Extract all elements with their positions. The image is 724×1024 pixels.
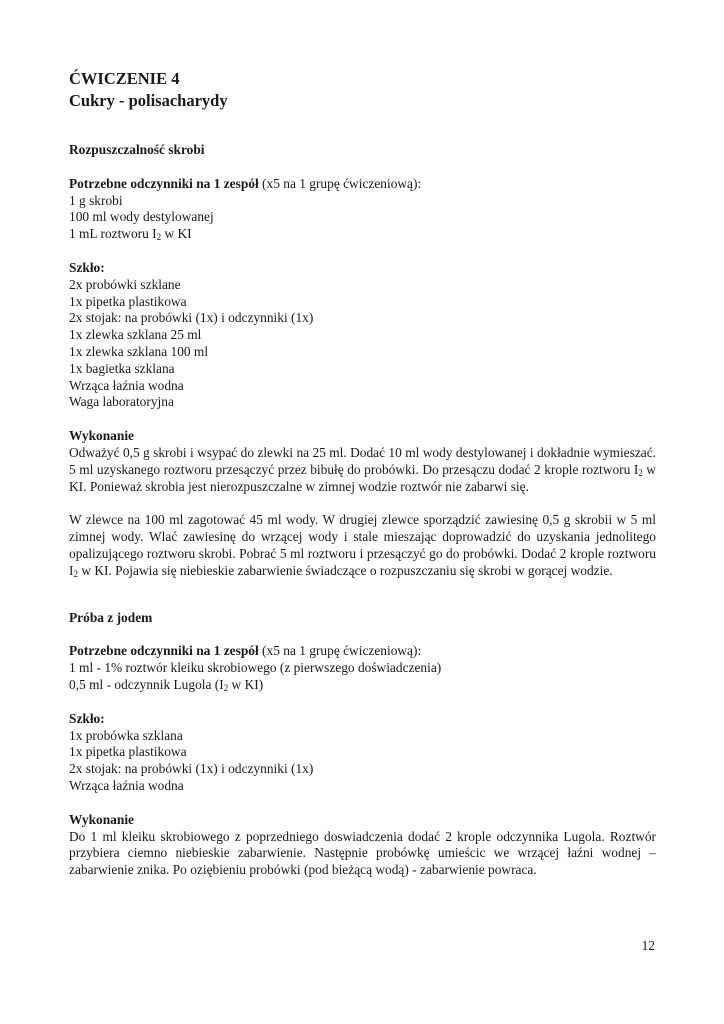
section-heading-solubility: Rozpuszczalność skrobi <box>69 142 205 157</box>
glass-label-2: Szkło: <box>69 710 105 726</box>
procedure-paragraph: W zlewce na 100 ml zagotować 45 ml wody. W drugiej zlewce sporządzić zawiesinę 0,5 g skrobii w 5 ml zimnej wody. Wlać zawiesinę do wrzącej wody i stale mieszając doprowadzić do uzyskania jednolitego opalizującego roztworu skrobi. Pobrać 5 ml roztworu i przesączyć go do probówki. Dodać 2 krople roztworu $I_2$ w KI. Pojawia się niebieskie zabarwienie świadczące o rozpuszczaniu się skrobi w gorącej wodzie. <box>69 512 656 579</box>
procedure-label-2: Wykonanie <box>69 811 134 827</box>
exercise-subtitle: Cukry - polisacharydy <box>69 91 228 110</box>
page-number: 12 <box>641 938 655 953</box>
reagent-item: 1 mL roztworu $I_2$ w KI <box>69 226 192 243</box>
reagent-item: 100 ml wody destylowanej <box>69 209 214 225</box>
glass-item: 1x pipetka plastikowa <box>69 744 187 760</box>
glass-item: 1x zlewka szklana 100 ml <box>69 343 209 359</box>
reagent-item: 1 g skrobi <box>69 192 123 208</box>
glass-item: 1x bagietka szklana <box>69 360 175 376</box>
reagent-item: 1 ml - 1% roztwór kleiku skrobiowego (z pierwszego doświadczenia) <box>69 660 442 676</box>
glass-label-1: Szkło: <box>69 259 105 275</box>
glass-item: 2x stojak: na probówki (1x) i odczynniki (1x) <box>69 761 314 777</box>
reagents-note-1: (x5 na 1 grupę ćwiczeniową): <box>258 175 422 191</box>
reagent-item: 0,5 ml - odczynnik Lugola ($I_2$ w KI) <box>69 676 264 693</box>
glass-item: 1x zlewka szklana 25 ml <box>69 327 202 343</box>
glass-item: 1x pipetka plastikowa <box>69 293 187 309</box>
glass-item: Waga laboratoryjna <box>69 394 174 410</box>
document-page <box>69 68 656 879</box>
exercise-title: ĆWICZENIE 4 <box>69 69 180 88</box>
glass-item: 2x stojak: na probówki (1x) i odczynniki (1x) <box>69 310 314 326</box>
reagents-label-2: Potrzebne odczynniki na 1 zespół <box>69 643 259 659</box>
procedure-label-1: Wykonanie <box>69 428 134 444</box>
reagents-note-2: (x5 na 1 grupę ćwiczeniową): <box>258 643 422 659</box>
reagents-line-2 <box>69 643 656 660</box>
glass-item: Wrząca łaźnia wodna <box>69 777 184 793</box>
glass-item: Wrząca łaźnia wodna <box>69 377 184 393</box>
procedure-paragraph: Odważyć 0,5 g skrobi i wsypać do zlewki na 25 ml. Dodać 10 ml wody destylowanej i dokładnie wymieszać. 5 ml uzyskanego roztworu przesączyć przez bibułę do probówki. Do przesączu dodać 2 krople roztworu $I_2$ w KI. Ponieważ skrobia jest nierozpuszczalne w zimnej wodzie roztwór nie zabarwi się. <box>69 444 656 494</box>
reagents-label-1: Potrzebne odczynniki na 1 zespół <box>69 175 259 191</box>
glass-item: 2x probówki szklane <box>69 276 181 292</box>
glass-item: 1x probówka szklana <box>69 727 183 743</box>
procedure-paragraph: Do 1 ml kleiku skrobiowego z poprzedniego doswiadczenia dodać 2 krople odczynnika Lugola. Roztwór przybiera ciemno niebieskie zabarwienie. Następnie probówkę umieścic we wrzącej łaźni wodnej – zabarwienie znika. Po oziębieniu probówki (pod bieżącą wodą) - zabarwienie powraca. <box>69 828 656 878</box>
section-heading-iodine: Próba z jodem <box>69 609 153 625</box>
reagents-line-1 <box>69 176 656 193</box>
